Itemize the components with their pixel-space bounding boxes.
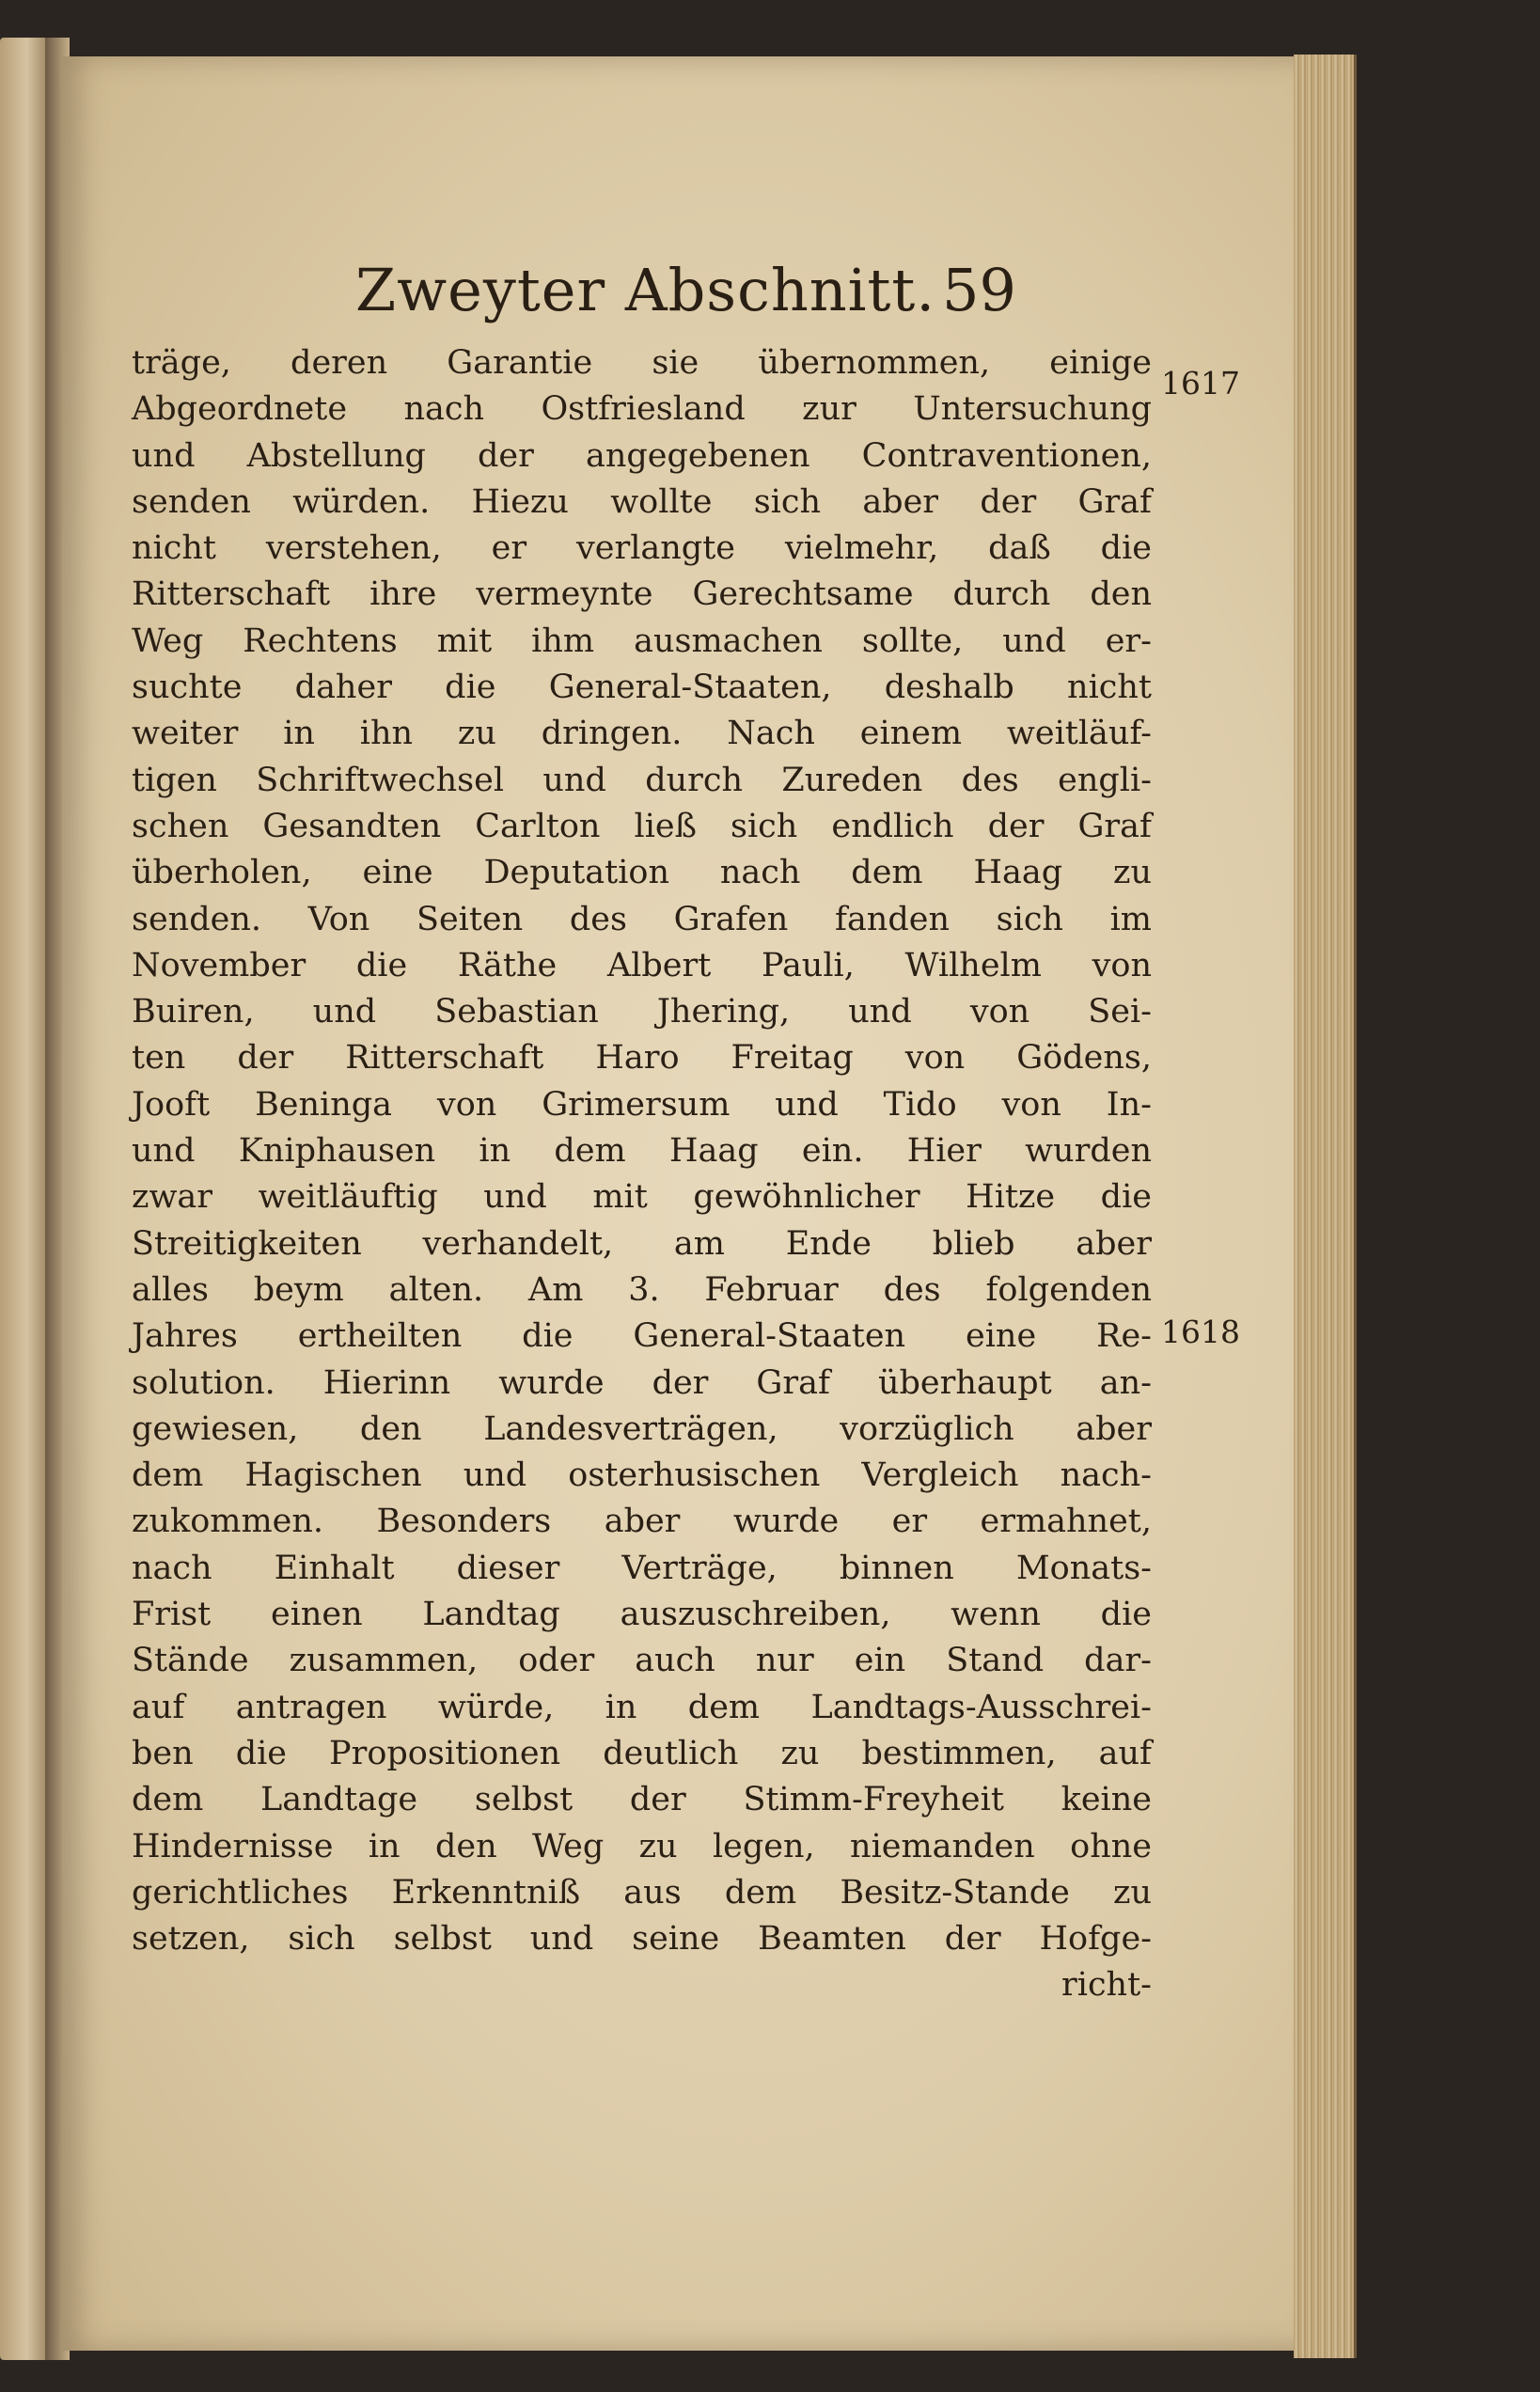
page-edge-stack — [1294, 55, 1357, 2358]
text-line: ben die Propositionen deutlich zu bestimmen, auf — [132, 1734, 1152, 1772]
text-line: solution. Hierinn wurde der Graf überhaupt an- — [132, 1363, 1152, 1402]
text-line: Streitigkeiten verhandelt, am Ende blieb aber — [132, 1224, 1152, 1263]
margin-year-1617: 1617 — [1161, 365, 1240, 401]
text-line: dem Landtage selbst der Stimm-Freyheit keine — [132, 1781, 1152, 1819]
text-line: Ritterschaft ihre vermeynte Gerechtsame durch den — [132, 575, 1152, 614]
text-line: träge, deren Garantie sie übernommen, einige — [132, 344, 1152, 382]
page-number: 59 — [942, 256, 1016, 324]
text-line: senden. Von Seiten des Grafen fanden sich im — [132, 900, 1152, 938]
text-line: auf antragen würde, in dem Landtags-Ausschrei- — [132, 1688, 1152, 1726]
text-line: gewiesen, den Landesverträgen, vorzüglich aber — [132, 1409, 1152, 1448]
text-line: überholen, eine Deputation nach dem Haag zu — [132, 854, 1152, 892]
margin-year-1618: 1618 — [1161, 1314, 1240, 1350]
text-line: nach Einhalt dieser Verträge, binnen Monats- — [132, 1549, 1152, 1587]
text-line: Jooft Beninga von Grimersum und Tido von In- — [132, 1085, 1152, 1124]
text-line: gerichtliches Erkenntniß aus dem Besitz-Stande zu — [132, 1873, 1152, 1912]
text-line: Frist einen Landtag auszuschreiben, wenn die — [132, 1596, 1152, 1634]
text-line: dem Hagischen und osterhusischen Vergleich nach- — [132, 1456, 1152, 1495]
text-line: alles beym alten. Am 3. Februar des folgenden — [132, 1270, 1152, 1309]
text-line: tigen Schriftwechsel und durch Zureden des engli- — [132, 761, 1152, 799]
text-line: schen Gesandten Carlton ließ sich endlich der Graf — [132, 807, 1152, 845]
text-line: Weg Rechtens mit ihm ausmachen sollte, und er- — [132, 622, 1152, 660]
text-line: zukommen. Besonders aber wurde er ermahnet, — [132, 1503, 1152, 1541]
text-line: Stände zusammen, oder auch nur ein Stand dar- — [132, 1642, 1152, 1680]
text-line: Abgeordnete nach Ostfriesland zur Untersuchung — [132, 390, 1152, 429]
text-line: weiter in ihn zu dringen. Nach einem weitläuf- — [132, 715, 1152, 753]
text-line: November die Räthe Albert Pauli, Wilhelm von — [132, 946, 1152, 984]
text-line: und Kniphausen in dem Haag ein. Hier wurden — [132, 1132, 1152, 1171]
text-line: Jahres ertheilten die General-Staaten eine Re- — [132, 1317, 1152, 1356]
catchword: richt- — [1061, 1966, 1152, 2005]
text-line: ten der Ritterschaft Haro Freitag von Gödens, — [132, 1039, 1152, 1078]
text-line: nicht verstehen, er verlangte vielmehr, daß die — [132, 529, 1152, 568]
text-line: suchte daher die General-Staaten, deshalb nicht — [132, 669, 1152, 707]
text-line: und Abstellung der angegebenen Contraventionen, — [132, 436, 1152, 475]
text-line: senden würden. Hiezu wollte sich aber der Graf — [132, 482, 1152, 521]
running-head — [132, 254, 1152, 340]
text-line: Buiren, und Sebastian Jhering, und von Sei- — [132, 993, 1152, 1031]
text-line: setzen, sich selbst und seine Beamten der Hofge- — [132, 1920, 1152, 1959]
body-text — [132, 340, 1152, 2009]
text-line: zwar weitläuftig und mit gewöhnlicher Hitze die — [132, 1178, 1152, 1217]
running-head-title: Zweyter Abschnitt. — [355, 256, 936, 324]
text-line: Hindernisse in den Weg zu legen, niemanden ohne — [132, 1827, 1152, 1865]
facing-page-edge — [0, 38, 49, 2360]
text-block — [132, 254, 1152, 2009]
